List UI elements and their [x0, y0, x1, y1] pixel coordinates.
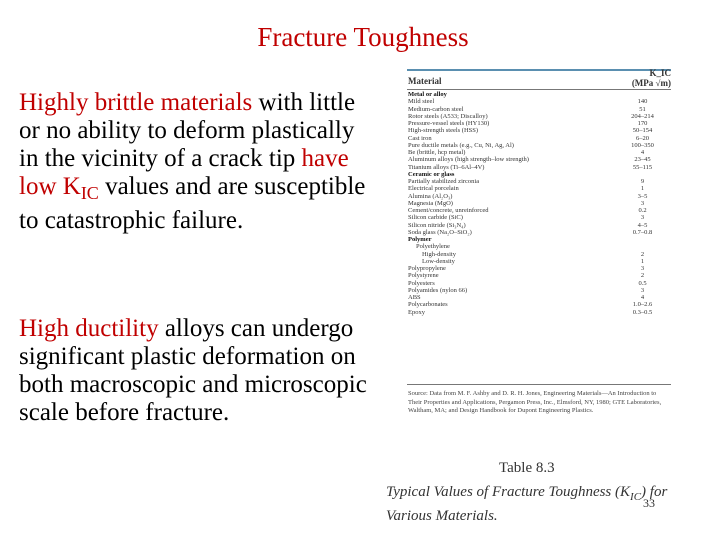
table-row: [408, 229, 672, 236]
highlight-low-kic-text: have low K: [19, 145, 349, 200]
table-row: [408, 214, 672, 221]
paragraph-brittle: [19, 89, 379, 235]
table-cell-value: 2: [640, 272, 645, 280]
table-row: [408, 127, 672, 134]
table-cell-material: Titanium alloys (Ti–6Al–4V): [408, 163, 485, 171]
table-caption-number: Table 8.3: [499, 460, 555, 476]
table-cell-material: Alumina (Al₂O₃): [408, 192, 453, 200]
table-row: [408, 106, 672, 113]
table-cell-material: Polystyrene: [408, 272, 439, 280]
table-row: [408, 301, 672, 308]
table-source-note: Source: Data from M. F. Ashby and D. R. H. Jones, Engineering Materials—An Introduction to Their Properties and Applications, Pergamon Press, Inc., Elmsford, NY, 1980; GTE Laboratories, Waltham, MA; and Design Handbook for Dupont Engineering Plastics.: [408, 390, 662, 414]
table-row: [408, 193, 672, 200]
table-cell-material: Ceramic or glass: [408, 170, 455, 178]
table-cell-value: 1: [640, 185, 645, 193]
table-cell-material: Be (brittle, hcp metal): [408, 149, 466, 156]
table-row: [408, 280, 672, 287]
table-cell-material: Polymer: [408, 236, 432, 243]
table-cell-material: Pressure-vessel steels (HY130): [408, 120, 490, 127]
text-ductile-1: alloys can undergo significant plastic deformation on both macroscopic and microscopic scale before fracture.: [19, 315, 367, 426]
table-cell-value: 204–214: [631, 112, 654, 120]
table-row: [408, 258, 672, 265]
table-header-value-line2: (MPa √m): [631, 78, 671, 88]
table-cell-value: 23–45: [634, 156, 651, 164]
table-cell-material: Aluminum alloys (high strength–low strength): [408, 156, 529, 164]
text-brittle-2: values and are susceptible to catastrophic failure.: [19, 173, 366, 234]
table-cell-material: Polycarbonates: [408, 301, 448, 309]
table-cell-material: Polyesters: [408, 279, 435, 287]
table-cell-value: 0.2: [638, 207, 647, 214]
table-row: [408, 243, 672, 250]
caption-text-a: Typical Values of Fracture Toughness (K: [386, 484, 631, 500]
table-cell-material: High-strength steels (HSS): [408, 127, 479, 135]
highlight-brittle: Highly brittle materials: [19, 89, 253, 116]
table-cell-material: Polyethylene: [416, 243, 450, 251]
kic-subscript: IC: [80, 183, 99, 203]
table-cell-value: 3: [640, 199, 645, 207]
table-cell-material: Silicon carbide (SiC): [408, 214, 463, 222]
table-cell-material: High-density: [422, 250, 456, 258]
table-header-value-line1: K_IC: [649, 68, 671, 78]
table-row: [408, 120, 672, 127]
table-cell-value: 51: [639, 105, 646, 113]
table-cell-value: 4–5: [637, 221, 648, 229]
table-cell-value: 55–115: [632, 163, 653, 171]
table-row: [408, 135, 672, 142]
table-cell-material: Polyamides (nylon 66): [408, 286, 468, 294]
table-cell-material: Electrical porcelain: [408, 185, 459, 193]
table-cell-material: Soda glass (Na₂O–SiO₂): [408, 228, 472, 236]
table-cell-material: Epoxy: [408, 308, 425, 316]
table-row: [408, 149, 672, 156]
table-row: [408, 142, 672, 149]
table-cell-material: Medium-carbon steel: [408, 105, 464, 113]
table-cell-value: 2: [640, 250, 645, 258]
table-section-row: [408, 236, 672, 243]
slide-title: Fracture Toughness: [257, 22, 469, 52]
table-caption-text: [386, 483, 706, 526]
table-cell-value: 9: [640, 178, 645, 185]
table-row: [408, 222, 672, 229]
table-cell-value: 140: [637, 98, 648, 106]
table-cell-value: 3: [640, 265, 645, 272]
highlight-ductility: High ductility: [19, 315, 159, 342]
table-row: [408, 164, 672, 171]
table-cell-value: 50–154: [632, 127, 653, 135]
table-row: [408, 113, 672, 120]
table-cell-material: Magnesia (MgO): [408, 199, 453, 207]
table-section-row: [408, 171, 672, 178]
table-row: [408, 98, 672, 105]
table-row: [408, 309, 672, 316]
table-header-rule: [407, 89, 671, 90]
table-header-value: [607, 68, 671, 88]
table-row: [408, 251, 672, 258]
table-cell-material: Mild steel: [408, 98, 435, 106]
table-section-row: [408, 91, 672, 98]
table-cell-value: 3: [640, 214, 645, 222]
table-cell-material: Low-density: [422, 257, 455, 265]
table-cell-value: 100–350: [631, 141, 654, 149]
page-number: 33: [643, 496, 655, 510]
table-row: [408, 287, 672, 294]
table-cell-value: 3: [640, 286, 645, 294]
table-row: [408, 200, 672, 207]
text-brittle-1: with little or no ability to deform plastically in the vicinity of a crack tip: [19, 89, 356, 172]
table-row: [408, 156, 672, 163]
table-bottom-rule: [407, 384, 671, 385]
table-cell-value: 0.5: [638, 279, 647, 287]
table-cell-material: Rotor steels (A533; Discalloy): [408, 112, 488, 120]
table-cell-value: 1: [640, 257, 645, 265]
caption-text-b: ) for Various Materials.: [386, 484, 668, 524]
table-cell-material: Cast iron: [408, 134, 432, 142]
table-cell-material: Metal or alloy: [408, 91, 447, 98]
table-row: [408, 207, 672, 214]
table-cell-value: 4: [640, 149, 645, 156]
table-body: [408, 91, 672, 316]
table-cell-value: 4: [640, 294, 645, 301]
table-row: [408, 272, 672, 279]
table-cell-value: 1.0–2.6: [632, 301, 653, 309]
table-cell-material: Silicon nitride (Si₃N₄): [408, 221, 466, 229]
table-cell-material: Partially stabilized zirconia: [408, 178, 480, 185]
caption-subscript: IC: [630, 491, 642, 503]
table-row: [408, 185, 672, 192]
paragraph-ductile: [19, 315, 379, 427]
table-cell-value: 170: [637, 120, 648, 127]
table-row: [408, 178, 672, 185]
fracture-toughness-table: [407, 63, 677, 445]
table-row: [408, 294, 672, 301]
table-header-material: Material: [408, 76, 442, 86]
table-cell-value: 3–5: [637, 192, 648, 200]
table-cell-material: Cement/concrete, unreinforced: [408, 207, 489, 214]
table-cell-material: Pure ductile metals (e.g., Cu, Ni, Ag, Al): [408, 141, 514, 149]
table-cell-material: Polypropylene: [408, 265, 446, 272]
table-cell-value: 0.3–0.5: [632, 308, 653, 316]
table-cell-value: 0.7–0.8: [632, 228, 653, 236]
table-cell-material: ABS: [408, 294, 421, 301]
table-cell-value: 6–20: [636, 134, 649, 142]
table-row: [408, 265, 672, 272]
